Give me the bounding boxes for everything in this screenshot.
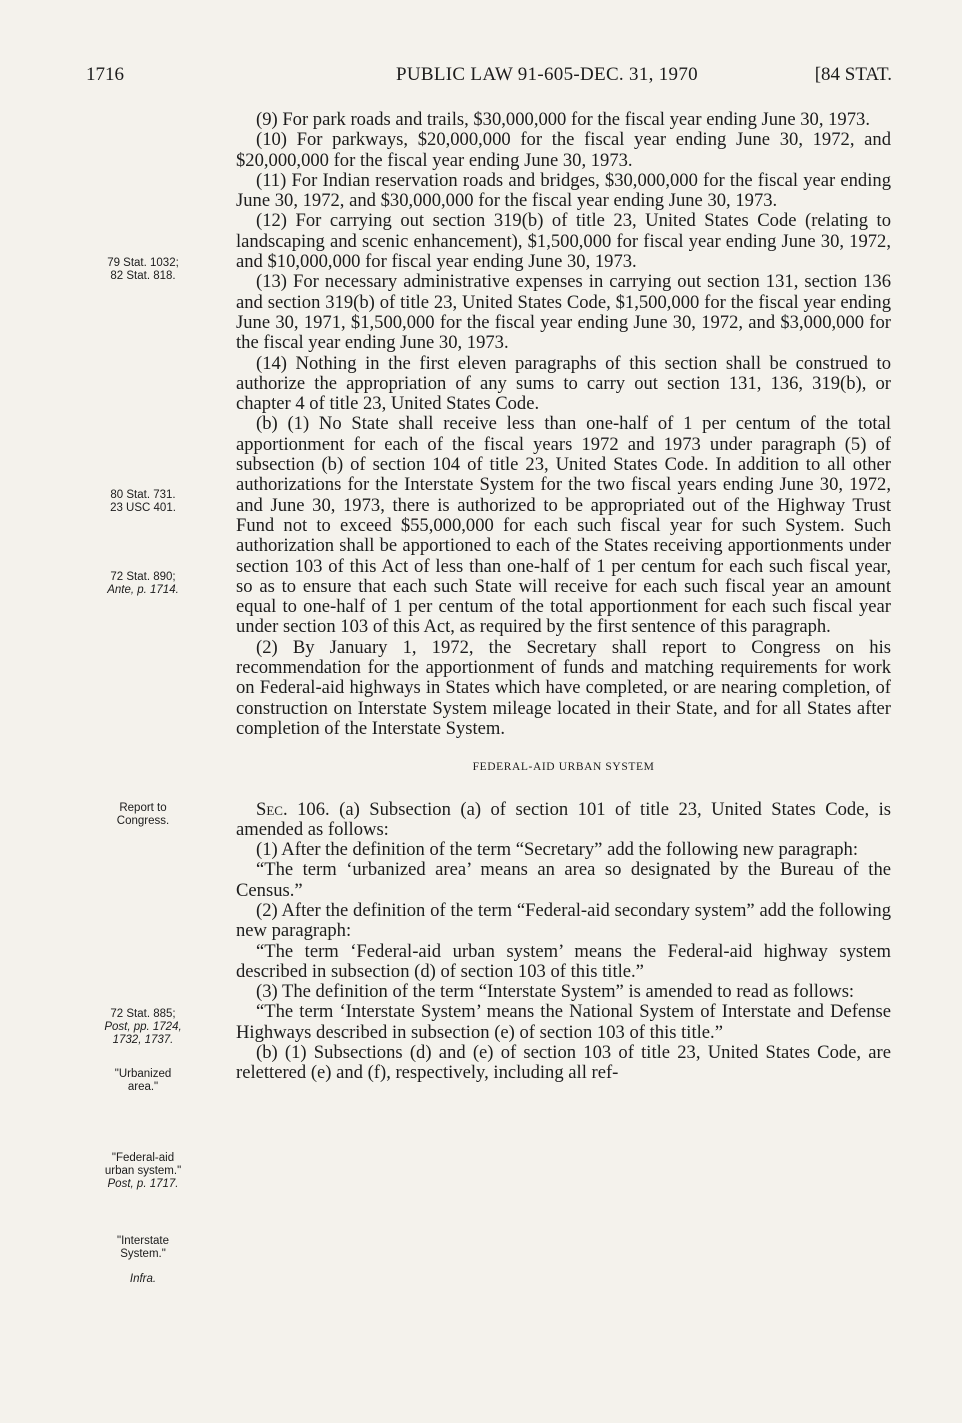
paragraph: (10) For parkways, $20,000,000 for the fiscal year ending June 30, 1972, and $20,000,000 for the fiscal year ending June 30, 1973. <box>236 129 891 171</box>
paragraph: (14) Nothing in the first eleven paragraphs of this section shall be construed to authorize the appropriation of any sums to carry out section 131, 136, 319(b), or chapter 4 of title 23, United States Code. <box>236 352 891 415</box>
paragraph: (2) After the definition of the term “Federal-aid secondary system” add the following new paragraph: <box>236 899 891 942</box>
paragraph: (2) By January 1, 1972, the Secretary shall report to Congress on his recommendation for the apportionment of funds and matching requirements for work on Federal-aid highways in States which have completed, or are nearing completion, of construction on Interstate System mileage located in their State, and for all States after completion of the Interstate System. <box>236 636 891 739</box>
paragraph: “The term ‘Interstate System’ means the National System of Interstate and Defense Highways described in subsection (e) of section 103 of this title.” <box>236 1001 891 1043</box>
page-title: PUBLIC LAW 91-605-DEC. 31, 1970 <box>396 64 698 85</box>
paragraph: “The term ‘Federal-aid urban system’ means the Federal-aid highway system described in subsection (d) of section 103 of this title.” <box>236 940 891 982</box>
paragraph: “The term ‘urbanized area’ means an area so designated by the Bureau of the Census.” <box>236 859 891 901</box>
paragraph: (3) The definition of the term “Interstate System” is amended to read as follows: <box>256 981 855 1003</box>
paragraph: (b) (1) Subsections (d) and (e) of section 103 of title 23, United States Code, are relettered (e) and (f), respectively, including all ref- <box>236 1042 891 1084</box>
page-header <box>86 64 892 88</box>
margin-note: 72 Stat. 885; Post, pp. 1724, 1732, 1737. <box>104 1008 182 1046</box>
margin-note: 80 Stat. 731. 23 USC 401. <box>110 489 176 514</box>
margin-note: 79 Stat. 1032; 82 Stat. 818. <box>107 257 179 282</box>
paragraph: (b) (1) No State shall receive less than one-half of 1 per centum of the total apportionment for each of the fiscal years 1972 and 1973 under paragraph (5) of subsection (b) of section 104 of title 23, United States Code. In addition to all other authorizations for the Interstate System for the two fiscal years ending June 30, 1972, and June 30, 1973, there is authorized to be appropriated out of the Highway Trust Fund not to exceed $55,000,000 for each such fiscal year for such System. Such authorization shall be apportioned to each of the States receiving apportionments under section 103 of this Act of less than one-half of 1 per centum for each such fiscal year, so as to ensure that each such State will receive for each such fiscal year an amount equal to one-half of 1 per centum of the total apportionment for each such fiscal year under section 103 of this Act, as required by the first sentence of this paragraph. <box>236 413 891 638</box>
paragraph: (11) For Indian reservation roads and bridges, $30,000,000 for the fiscal year ending June 30, 1972, and $30,000,000 for the fiscal year ending June 30, 1973. <box>236 169 891 212</box>
margin-note: 72 Stat. 890; Ante, p. 1714. <box>107 571 179 596</box>
paragraph: (1) After the definition of the term “Secretary” add the following new paragraph: <box>256 839 858 861</box>
margin-note: "Federal-aid urban system." Post, p. 1717. <box>104 1152 182 1190</box>
paragraph: (12) For carrying out section 319(b) of title 23, United States Code (relating to landscaping and scenic enhancement), $1,500,000 for fiscal year ending June 30, 1972, and $10,000,000 for fiscal year ending June 30, 1973. <box>236 210 891 273</box>
paragraph: (9) For park roads and trails, $30,000,000 for the fiscal year ending June 30, 1973. <box>256 109 870 130</box>
paragraph: (13) For necessary administrative expenses in carrying out section 131, section 136 and section 319(b) of title 23, United States Code, $1,500,000 for the fiscal year ending June 30, 1971, $1,500,000 for the fiscal year ending June 30, 1972, and $3,000,000 for the fiscal year ending June 30, 1973. <box>236 271 891 354</box>
margin-note: Infra. <box>129 1273 157 1285</box>
body-text <box>236 110 891 1084</box>
section-label: Sec. 106. <box>256 798 330 820</box>
section-heading: FEDERAL-AID URBAN SYSTEM <box>472 761 655 774</box>
page-number: 1716 <box>86 64 124 85</box>
margin-note: "Interstate System." <box>116 1235 170 1260</box>
section-paragraph: Sec. 106. (a) Subsection (a) of section 101 of title 23, United States Code, is amended as follows: <box>236 798 891 840</box>
statute-volume-ref: [84 STAT. <box>814 64 892 85</box>
margin-note: "Urbanized area." <box>114 1068 172 1093</box>
margin-note: Report to Congress. <box>116 802 170 827</box>
